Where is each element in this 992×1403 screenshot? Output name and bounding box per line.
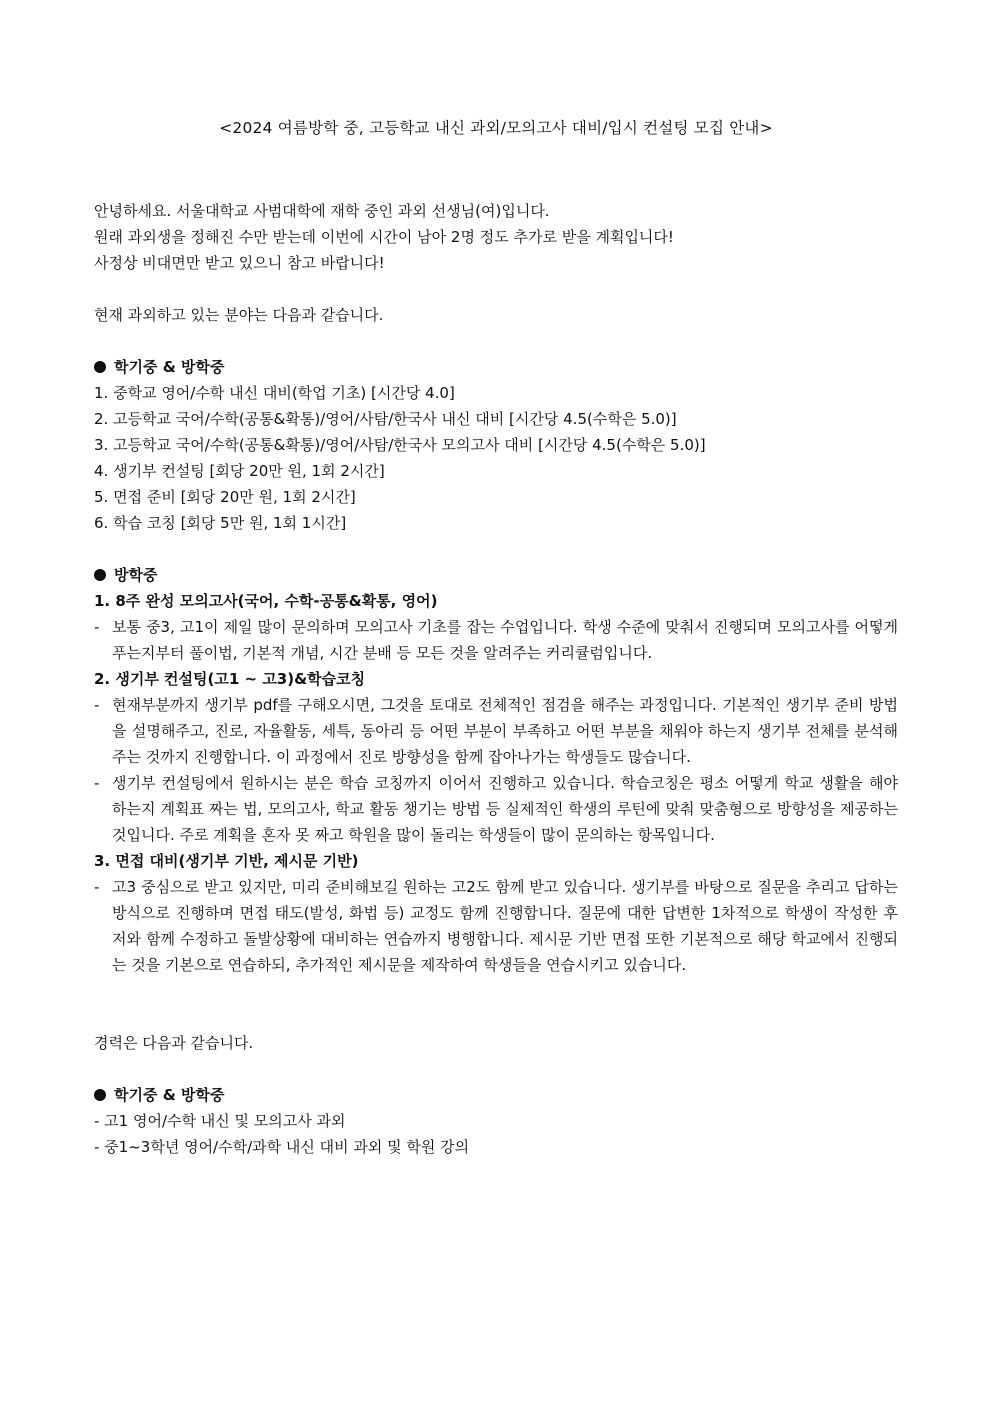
intro-line-2: 원래 과외생을 정해진 수만 받는데 이번에 시간이 남아 2명 정도 추가로 받을 계획입니다! — [94, 228, 674, 246]
document-title: <2024 여름방학 중, 고등학교 내신 과외/모의고사 대비/입시 컨설팅 모집 안내> — [219, 119, 773, 137]
fields-intro: 현재 과외하고 있는 분야는 다음과 같습니다. — [94, 306, 384, 324]
section-heading-vacation: 방학중 — [94, 562, 898, 588]
bullet-icon — [94, 1089, 106, 1101]
list-item: 5. 면접 준비 [회당 20만 원, 1회 2시간] — [94, 488, 356, 506]
detail-paragraph: - 생기부 컨설팅에서 원하시는 분은 학습 코칭까지 이어서 진행하고 있습니다. 학습코칭은 평소 어떻게 학교 생활을 해야 하는지 계획표 짜는 법, 모의고사, 학교 활동 챙기는 방법 등 실제적인 학생의 루틴에 맞춰 맞춤형으로 방향성을 제공하는 것입니다. 주로 계획을 혼자 못 짜고 학원을 많이 돌리는 학생들이 많이 문의하는 항목입니다. — [94, 774, 898, 844]
list-item: 2. 고등학교 국어/수학(공통&확통)/영어/사탐/한국사 내신 대비 [시간당 4.5(수학은 5.0)] — [94, 410, 677, 428]
detail-paragraph: - 고3 중심으로 받고 있지만, 미리 준비해보길 원하는 고2도 함께 받고 있습니다. 생기부를 바탕으로 질문을 추리고 답하는 방식으로 진행하며 면접 태도(발성, 화법 등) 교정도 함께 진행합니다. 질문에 대한 답변한 1차적으로 학생이 작성한 후 저와 함께 수정하고 돌발상황에 대비하는 연습까지 병행합니다. 제시문 기반 면접 또한 기본적으로 해당 학교에서 진행되는 것을 기본으로 연습하되, 추가적인 제시문을 제작하여 학생들을 연습시키고 있습니다. — [94, 878, 898, 974]
subsection-title: 2. 생기부 컨설팅(고1 ~ 고3)&학습코칭 — [94, 670, 366, 688]
list-item: 3. 고등학교 국어/수학(공통&확통)/영어/사탐/한국사 모의고사 대비 [시간당 4.5(수학은 5.0)] — [94, 436, 706, 454]
list-item: 4. 생기부 컨설팅 [회당 20만 원, 1회 2시간] — [94, 462, 385, 480]
section-heading-career: 학기중 & 방학중 — [94, 1082, 898, 1108]
detail-paragraph: - 보통 중3, 고1이 제일 많이 문의하며 모의고사 기초를 잡는 수업입니다. 학생 수준에 맞춰서 진행되며 모의고사를 어떻게 푸는지부터 풀이법, 기본적 개념, 시간 분배 등 모든 것을 알려주는 커리큘럼입니다. — [94, 618, 898, 662]
intro-line-1: 안녕하세요. 서울대학교 사범대학에 재학 중인 과외 선생님(여)입니다. — [94, 202, 550, 220]
document-body — [94, 198, 898, 1160]
section-heading-semester-vacation: 학기중 & 방학중 — [94, 354, 898, 380]
subsection-title: 1. 8주 완성 모의고사(국어, 수학-공통&확통, 영어) — [94, 592, 438, 610]
list-item: 1. 중학교 영어/수학 내신 대비(학업 기초) [시간당 4.0] — [94, 384, 455, 402]
list-item: - 중1~3학년 영어/수학/과학 내신 대비 과외 및 학원 강의 — [94, 1138, 470, 1156]
subsection-title: 3. 면접 대비(생기부 기반, 제시문 기반) — [94, 852, 359, 870]
list-item: 6. 학습 코칭 [회당 5만 원, 1회 1시간] — [94, 514, 347, 532]
bullet-icon — [94, 361, 106, 373]
bullet-icon — [94, 569, 106, 581]
list-item: - 고1 영어/수학 내신 및 모의고사 과외 — [94, 1112, 346, 1130]
career-intro: 경력은 다음과 같습니다. — [94, 1034, 254, 1052]
detail-paragraph: - 현재부분까지 생기부 pdf를 구해오시면, 그것을 토대로 전체적인 점검을 해주는 과정입니다. 기본적인 생기부 준비 방법을 설명해주고, 진로, 자율활동, 세특, 동아리 등 어떤 부분이 부족하고 어떤 부분을 채워야 하는지 생기부 전체를 분석해주는 것까지 진행합니다. 이 과정에서 진로 방향성을 함께 잡아나가는 학생들도 많습니다. — [94, 696, 898, 766]
intro-line-3: 사정상 비대면만 받고 있으니 참고 바랍니다! — [94, 254, 385, 272]
